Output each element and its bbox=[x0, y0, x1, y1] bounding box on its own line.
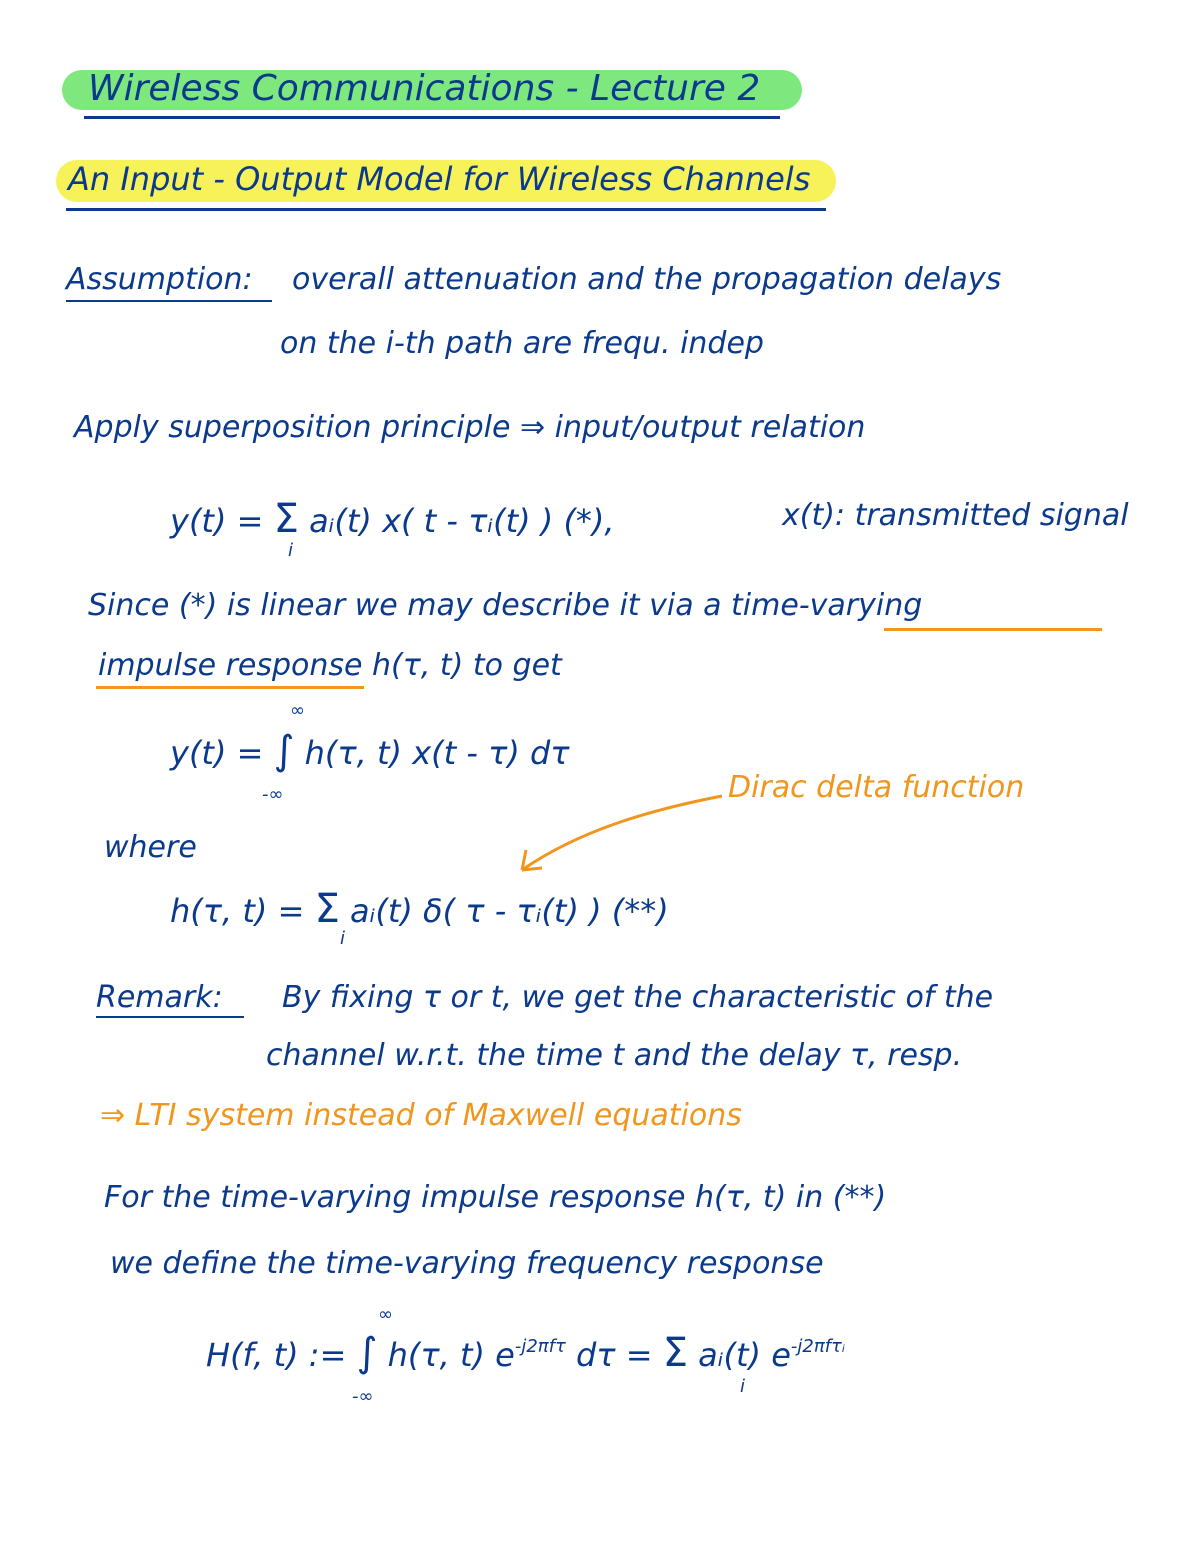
lti-note: ⇒ LTI system instead of Maxwell equations bbox=[100, 1098, 742, 1133]
subtitle-underline bbox=[66, 208, 826, 211]
integral-symbol: ∫ bbox=[273, 728, 295, 774]
eq4-lower-limit: -∞ bbox=[352, 1386, 374, 1407]
where-label: where bbox=[104, 830, 197, 865]
eq2-rhs: h(τ, t) x(t - τ) dτ bbox=[304, 734, 570, 772]
eq4-integrand: h(τ, t) e bbox=[387, 1336, 515, 1374]
eq4-lhs: H(f, t) := bbox=[206, 1336, 357, 1374]
integral-symbol-2: ∫ bbox=[356, 1330, 378, 1376]
time-varying-emphasis: time-varying bbox=[731, 588, 923, 623]
page-title: Wireless Communications - Lecture 2 bbox=[88, 68, 761, 109]
remark-line-1: By fixing τ or t, we get the characteristic of the bbox=[282, 980, 994, 1015]
since-line-2 bbox=[98, 648, 562, 683]
equation-convolution bbox=[170, 728, 570, 774]
remark-label: Remark: bbox=[96, 980, 223, 1015]
eq1-rhs: aᵢ(t) x( t - τᵢ(t) ) (*), bbox=[309, 502, 615, 540]
section-heading: An Input - Output Model for Wireless Channels bbox=[68, 160, 811, 198]
sum-symbol-2: Σ bbox=[314, 886, 340, 932]
assumption-line-1: overall attenuation and the propagation delays bbox=[292, 262, 1002, 297]
eq4-exponent-1: -j2πfτ bbox=[514, 1336, 566, 1357]
assumption-underline bbox=[66, 300, 272, 302]
eq3-lhs: h(τ, t) = bbox=[170, 892, 315, 930]
eq4-exponent-2: -j2πfτᵢ bbox=[790, 1336, 846, 1357]
eq4-rhs: aᵢ(t) e bbox=[698, 1336, 791, 1374]
eq1-note: x(t): transmitted signal bbox=[782, 498, 1129, 533]
eq1-lhs: y(t) = bbox=[170, 502, 274, 540]
since-line-1 bbox=[88, 588, 922, 623]
sum-symbol: Σ bbox=[273, 496, 299, 542]
eq2-upper-limit: ∞ bbox=[290, 700, 305, 721]
dirac-annotation: Dirac delta function bbox=[728, 770, 1025, 805]
remark-underline bbox=[96, 1016, 244, 1018]
superposition-text: Apply superposition principle ⇒ input/output relation bbox=[74, 410, 866, 445]
time-varying-underline bbox=[884, 628, 1102, 631]
eq1-sum-subscript: i bbox=[288, 540, 294, 561]
equation-frequency-response bbox=[206, 1330, 845, 1376]
freq-line-2: we define the time-varying frequency response bbox=[110, 1246, 824, 1281]
eq3-sum-subscript: i bbox=[340, 928, 346, 949]
since-text: Since (*) is linear we may describe it via a bbox=[88, 588, 732, 623]
impulse-response-underline bbox=[96, 686, 364, 689]
since-line-2-rest: h(τ, t) to get bbox=[362, 648, 562, 683]
eq4-upper-limit: ∞ bbox=[378, 1304, 393, 1325]
title-underline bbox=[84, 116, 780, 119]
assumption-label: Assumption: bbox=[66, 262, 253, 297]
equation-io-relation bbox=[170, 496, 615, 542]
equation-impulse-response bbox=[170, 886, 669, 932]
dirac-arrow-icon bbox=[500, 780, 740, 890]
remark-line-2: channel w.r.t. the time t and the delay τ, resp. bbox=[266, 1038, 963, 1073]
assumption-line-2: on the i-th path are frequ. indep bbox=[280, 326, 764, 361]
eq4-sum-subscript: i bbox=[740, 1376, 746, 1397]
freq-line-1: For the time-varying impulse response h(τ, t) in (**) bbox=[104, 1180, 887, 1215]
eq3-rhs: aᵢ(t) δ( τ - τᵢ(t) ) (**) bbox=[350, 892, 669, 930]
impulse-response-emphasis: impulse response bbox=[98, 648, 363, 683]
eq4-dtau: dτ = bbox=[575, 1336, 663, 1374]
eq2-lhs: y(t) = bbox=[170, 734, 274, 772]
sum-symbol-3: Σ bbox=[662, 1330, 688, 1376]
eq2-lower-limit: -∞ bbox=[262, 784, 284, 805]
